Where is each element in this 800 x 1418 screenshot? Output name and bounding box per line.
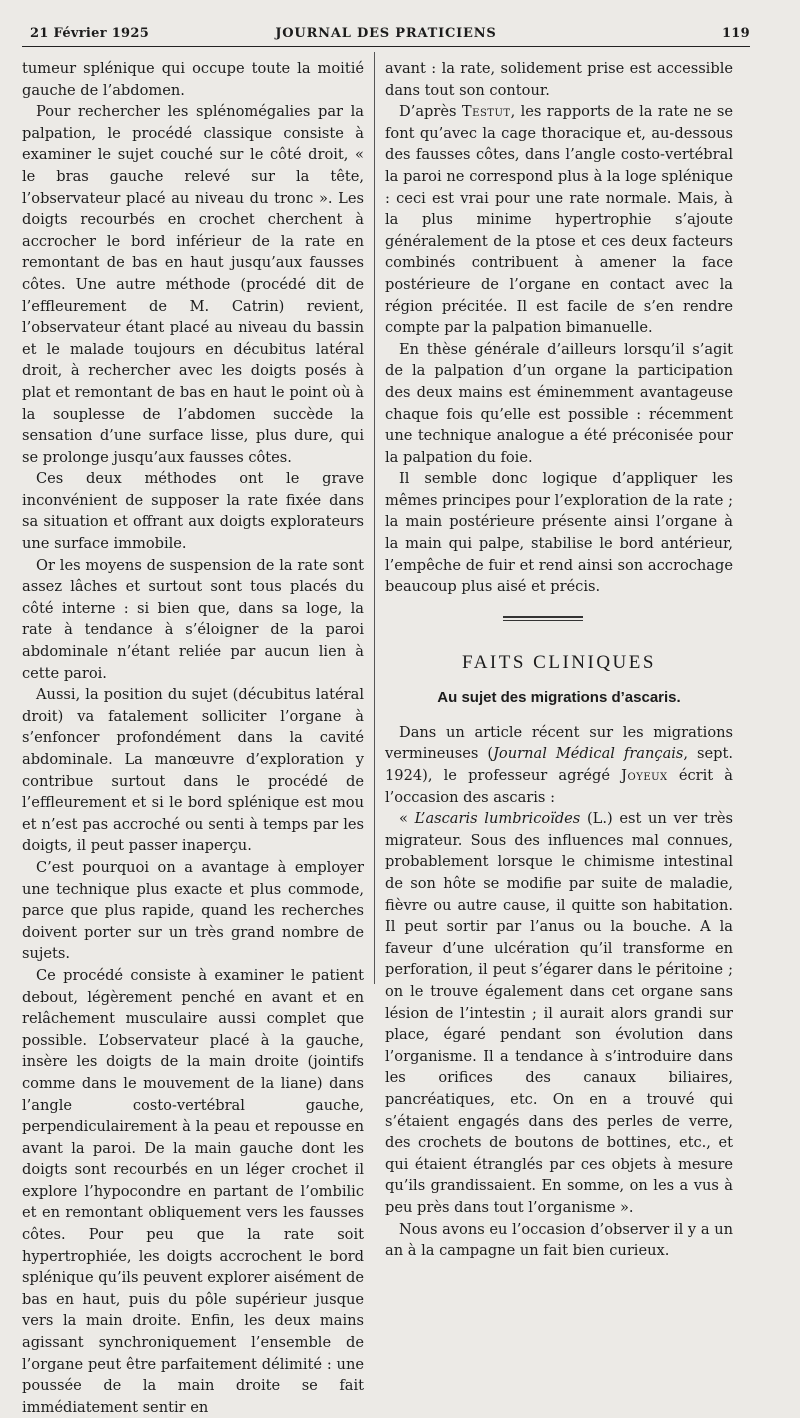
paragraph	[385, 722, 733, 808]
paragraph-text: , les rapports de la rate ne se font qu’avec la cage thoracique et, au-dessous des fausses côtes, dans l’angle costo-vertébral la paroi ne correspond plus à la loge splénique : ceci est vrai pour une rate normale. Mais, à la plus minime hypertrophie s’ajoute généralement de la ptose et ces deux facteurs combinés contribuent à amener la face postérieure de l’organe en contact avec la région précitée. Il est facile de s’en rendre compte par la palpation bimanuelle.	[385, 103, 734, 337]
paragraph: C’est pourquoi on a avantage à employer une technique plus exacte et plus commode, parce que plus rapide, quand les recherches doivent porter sur un très grand nombre de sujets.	[22, 858, 364, 963]
paragraph: Nous avons eu l’occasion d’observer il y a un an à la campagne un fait bien curieux.	[385, 1220, 733, 1260]
column-divider	[374, 52, 375, 984]
left-column	[22, 58, 364, 1418]
journal-citation: Journal Médical français	[493, 745, 684, 763]
paragraph: tumeur splénique qui occupe toute la moitié gauche de l’abdomen.	[22, 60, 364, 99]
paragraph-text: Dans un article récent sur les migrations vermineuses (	[385, 723, 733, 763]
paragraph: Ces deux méthodes ont le grave inconvénient de supposer la rate fixée dans sa situation et offrant aux doigts explorateurs une surface immobile.	[22, 470, 364, 553]
paragraph: avant : la rate, solidement prise est accessible dans tout son contour.	[385, 60, 733, 99]
species-name: L’ascaris lumbricoïdes	[414, 810, 581, 828]
ornament-rule	[503, 616, 583, 618]
paragraph: Il semble donc logique d’appliquer les mêmes principes pour l’exploration de la rate ; la main postérieure présente ainsi l’organe à la main qui palpe, stabilise le bord antérieur, l’empêche de fuir et rend ainsi son accrochage beaucoup plus aisé et précis.	[385, 470, 733, 596]
author-name: Testut	[461, 103, 511, 121]
section-title: FAITS CLINIQUES	[462, 651, 656, 673]
paragraph-text: écrit à l’occasion des ascaris :	[385, 767, 733, 806]
paragraph: Pour rechercher les splénomégalies par la palpation, le procédé classique consiste à examiner le sujet couché sur le côté droit, « le bras gauche relevé sur la tête, l’observateur placé au niveau du tronc ». Les doigts recourbés en crochet cherchent à accrocher le bord inférieur de la rate en remontant de bas en haut jusqu’aux fausses côtes. Une autre méthode (procédé dit de l’effleurement de M. Catrin) revient, l’observateur étant placé au niveau du bassin et le malade toujours en décubitus latéral droit, à rechercher avec les doigts posés à plat et remontant de bas en haut le point où à la souplesse de l’abdomen succède la sensation d’une surface lisse, plus dure, qui se prolonge jusqu’aux fausses côtes.	[22, 103, 364, 466]
paragraph: Aussi, la position du sujet (décubitus latéral droit) va fatalement solliciter l’organe à s’enfoncer profondément dans la cavité abdominale. La manœuvre d’exploration y contribue surtout dans le procédé de l’effleurement et si le bord splénique est mou et n’est pas accroché ou senti à temps par les doigts, il peut passer inaperçu.	[22, 686, 364, 855]
ornament-rule	[503, 620, 583, 621]
paragraph-text: (L.) est un ver très migrateur. Sous des influences mal connues, probablement lorsque le chimisme intestinal de son hôte se modifie par suite de maladie, fièvre ou autre cause, il quitte son habitation. Il peut sortir par l’anus ou la bouche. A la faveur d’une ulcération qu’il transforme en perforation, il peut s’égarer dans le péritoine ; on le trouve également dans cet organe sans lésion de l’intestin ; il aurait alors grandi sur place, égaré pendant son évolution dans l’organisme. Il a tendance à s’introduire dans les orifices des canaux biliaires, pancréatiques, etc. On en a trouvé qui s’étaient engagés dans des perles de verre, des crochets de boutons de bottines, etc., et qui étaient étranglés par ces objets à mesure qu’ils grandissaient. En somme, on les a vus à peu près dans tout l’organisme ».	[385, 810, 733, 1216]
article-title: Au sujet des migrations d’ascaris.	[437, 688, 681, 706]
page-number: 119	[721, 26, 750, 41]
issue-date: 21 Février 1925	[30, 26, 150, 41]
paragraph	[385, 101, 733, 339]
author-name: Joyeux	[621, 767, 668, 785]
running-header	[22, 26, 750, 48]
right-column	[385, 58, 733, 1262]
header-rule	[22, 46, 750, 47]
paragraph-text: D’après	[399, 103, 462, 121]
paragraph: Or les moyens de suspension de la rate sont assez lâches et surtout sont tous placés du côté interne : si bien que, dans sa loge, la rate à tendance à s’éloigner de la paroi abdominale n’étant reliée par aucun lien à cette paroi.	[22, 556, 364, 682]
paragraph-text: , sept. 1924), le professeur agrégé	[385, 745, 733, 785]
paragraph: Ce procédé consiste à examiner le patient debout, légèrement penché en avant et en relâchement musculaire aussi complet que possible. L’observateur placé à la gauche, insère les doigts de la main droite (jointifs comme dans le mouvement de la liane) dans l’angle costo-vertébral gauche, perpendiculairement à la peau et repousse en avant la paroi. De la main gauche dont les doigts sont recourbés en un léger crochet il explore l’hypocondre en partant de l’ombilic et en remontant obliquement vers les fausses côtes. Pour peu que la rate soit hypertrophiée, les doigts accrochent le bord splénique qu’ils peuvent explorer aisément de bas en haut, puis du pôle supérieur jusque vers la main droite. Enfin, les deux mains agissant synchroniquement l’ensemble de l’organe peut être parfaitement délimité : une poussée de la main droite se fait immédiatement sentir en	[22, 966, 364, 1416]
paragraph-text: «	[399, 810, 415, 828]
quotation	[385, 808, 733, 1218]
paragraph: En thèse générale d’ailleurs lorsqu’il s’agit de la palpation d’un organe la participation des deux mains est éminemment avantageuse chaque fois qu’elle est possible : récemment une technique analogue a été préconisée pour la palpation du foie.	[385, 340, 733, 466]
section-ornament	[385, 610, 733, 628]
journal-title: JOURNAL DES PRATICIENS	[275, 26, 497, 41]
